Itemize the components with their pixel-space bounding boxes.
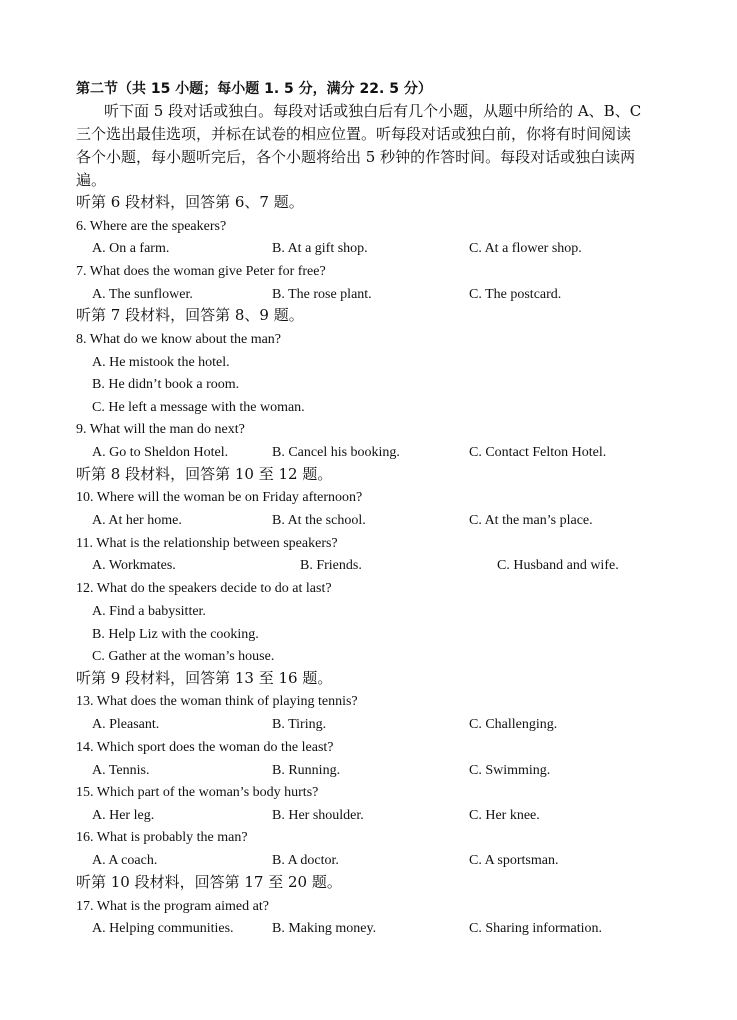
q6-option-b: B. At a gift shop. — [272, 241, 368, 256]
q10-option-a: A. At her home. — [92, 513, 182, 528]
q16-option-c: C. A sportsman. — [469, 853, 559, 868]
question-9: 9. What will the man do next? — [76, 422, 245, 437]
q12-option-a: A. Find a babysitter. — [92, 604, 206, 619]
instruction-material-7: 听第 7 段材料，回答第 8、9 题。 — [76, 306, 304, 324]
question-15: 15. Which part of the woman’s body hurts? — [76, 785, 319, 800]
q17-option-c: C. Sharing information. — [469, 921, 602, 936]
q12-option-c: C. Gather at the woman’s house. — [92, 649, 275, 664]
q7-option-b: B. The rose plant. — [272, 287, 372, 302]
q13-option-a: A. Pleasant. — [92, 717, 160, 732]
q17-option-a: A. Helping communities. — [92, 921, 234, 936]
q7-option-a: A. The sunflower. — [92, 287, 193, 302]
section-heading: 第二节（共 15 小题；每小题 1. 5 分，满分 22. 5 分） — [76, 81, 432, 97]
q16-option-b: B. A doctor. — [272, 853, 339, 868]
intro-line-2: 三个选出最佳选项，并标在试卷的相应位置。听每段对话或独白前，你将有时间阅读 — [76, 125, 632, 143]
question-8: 8. What do we know about the man? — [76, 332, 282, 347]
q14-option-b: B. Running. — [272, 763, 341, 778]
q12-option-b: B. Help Liz with the cooking. — [92, 627, 259, 642]
q15-option-b: B. Her shoulder. — [272, 808, 364, 823]
q8-option-b: B. He didn’t book a room. — [92, 377, 240, 392]
q8-option-c: C. He left a message with the woman. — [92, 400, 305, 415]
intro-line-4: 遍。 — [76, 171, 107, 189]
q9-option-b: B. Cancel his booking. — [272, 445, 400, 460]
q14-option-a: A. Tennis. — [92, 763, 150, 778]
q13-option-b: B. Tiring. — [272, 717, 327, 732]
q9-option-a: A. Go to Sheldon Hotel. — [92, 445, 229, 460]
q6-option-c: C. At a flower shop. — [469, 241, 582, 256]
q10-option-b: B. At the school. — [272, 513, 366, 528]
question-12: 12. What do the speakers decide to do at last? — [76, 581, 332, 596]
q11-option-a: A. Workmates. — [92, 558, 176, 573]
q17-option-b: B. Making money. — [272, 921, 377, 936]
q14-option-c: C. Swimming. — [469, 763, 551, 778]
question-6: 6. Where are the speakers? — [76, 219, 227, 234]
intro-line-3: 各个小题，每小题听完后，各个小题将给出 5 秒钟的作答时间。每段对话或独白读两 — [76, 148, 636, 166]
q7-option-c: C. The postcard. — [469, 287, 562, 302]
q11-option-c: C. Husband and wife. — [497, 558, 619, 573]
question-14: 14. Which sport does the woman do the least? — [76, 740, 334, 755]
q6-option-a: A. On a farm. — [92, 241, 170, 256]
q16-option-a: A. A coach. — [92, 853, 158, 868]
instruction-material-10: 听第 10 段材料，回答第 17 至 20 题。 — [76, 873, 342, 891]
question-17: 17. What is the program aimed at? — [76, 899, 269, 914]
instruction-material-9: 听第 9 段材料，回答第 13 至 16 题。 — [76, 669, 333, 687]
q10-option-c: C. At the man’s place. — [469, 513, 593, 528]
question-16: 16. What is probably the man? — [76, 830, 248, 845]
question-7: 7. What does the woman give Peter for free? — [76, 264, 326, 279]
question-11: 11. What is the relationship between speakers? — [76, 536, 338, 551]
q15-option-a: A. Her leg. — [92, 808, 155, 823]
instruction-material-8: 听第 8 段材料，回答第 10 至 12 题。 — [76, 465, 333, 483]
q15-option-c: C. Her knee. — [469, 808, 540, 823]
q11-option-b: B. Friends. — [300, 558, 362, 573]
intro-line-1: 听下面 5 段对话或独白。每段对话或独白后有几个小题，从题中所给的 A、B、C — [104, 102, 642, 120]
q9-option-c: C. Contact Felton Hotel. — [469, 445, 607, 460]
question-10: 10. Where will the woman be on Friday afternoon? — [76, 490, 363, 505]
question-13: 13. What does the woman think of playing tennis? — [76, 694, 358, 709]
q8-option-a: A. He mistook the hotel. — [92, 355, 230, 370]
instruction-material-6: 听第 6 段材料，回答第 6、7 题。 — [76, 193, 304, 211]
q13-option-c: C. Challenging. — [469, 717, 558, 732]
